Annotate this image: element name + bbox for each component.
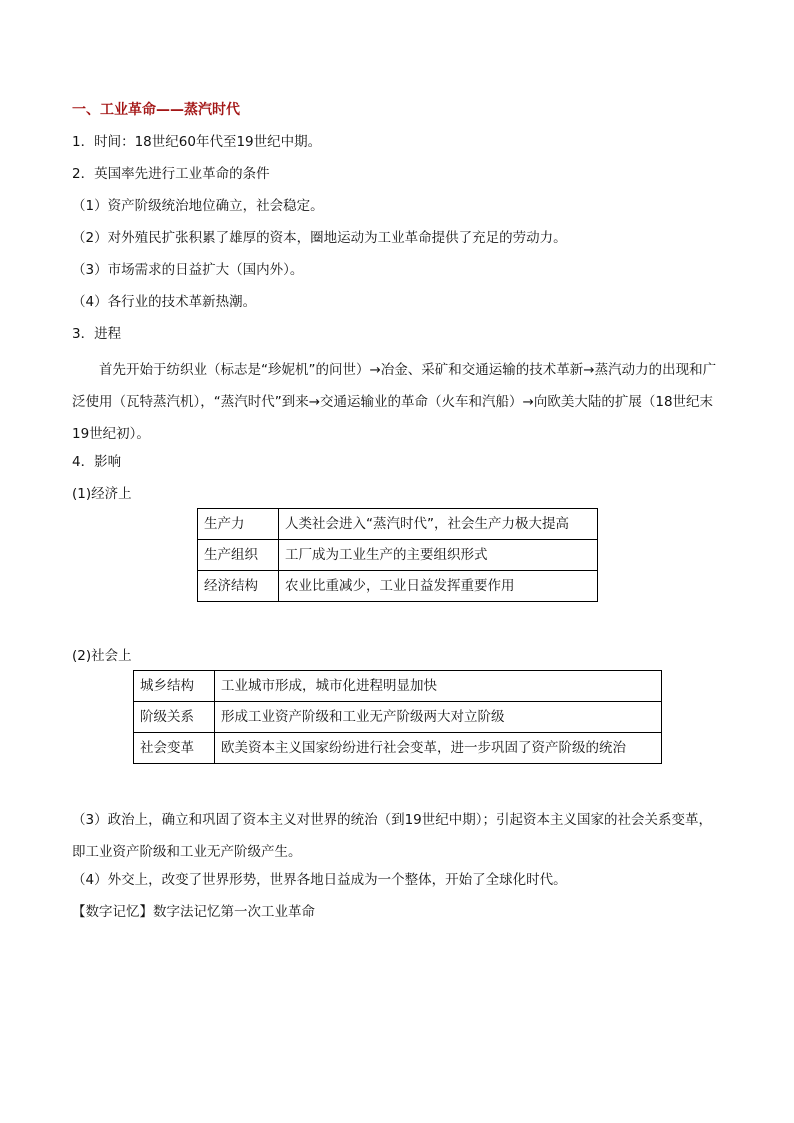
table-row	[198, 509, 598, 540]
condition-item: （4）各行业的技术革新热潮。	[72, 294, 257, 310]
diplomatic-line: （4）外交上，改变了世界形势，世界各地日益成为一个整体，开始了全球化时代。	[72, 872, 567, 888]
social-label: (2)社会上	[72, 648, 132, 664]
memory-line: 【数字记忆】数字法记忆第一次工业革命	[72, 904, 315, 920]
table-cell-value: 形成工业资产阶级和工业无产阶级两大对立阶级	[215, 702, 662, 733]
process-title: 3．进程	[72, 326, 122, 342]
political-paragraph: （3）政治上，确立和巩固了资本主义对世界的统治（到19世纪中期）；引起资本主义国家的社会关系变革，即工业资产阶级和工业无产阶级产生。	[72, 812, 713, 860]
table-row	[134, 671, 662, 702]
table-row	[198, 540, 598, 571]
social-table	[133, 670, 662, 764]
section-heading: 一、工业革命——蒸汽时代	[72, 102, 240, 118]
table-cell-value: 欧美资本主义国家纷纷进行社会变革，进一步巩固了资产阶级的统治	[215, 733, 662, 764]
table-cell-value: 人类社会进入“蒸汽时代”，社会生产力极大提高	[279, 509, 598, 540]
conditions-title: 2．英国率先进行工业革命的条件	[72, 166, 270, 182]
condition-item: （3）市场需求的日益扩大（国内外）。	[72, 262, 304, 278]
economic-table	[197, 508, 598, 602]
table-cell-label: 城乡结构	[134, 671, 215, 702]
impact-title: 4．影响	[72, 454, 122, 470]
table-cell-label: 阶级关系	[134, 702, 215, 733]
economic-label: (1)经济上	[72, 486, 132, 502]
time-line: 1．时间：18世纪60年代至19世纪中期。	[72, 134, 322, 150]
table-row	[134, 702, 662, 733]
table-cell-value: 工厂成为工业生产的主要组织形式	[279, 540, 598, 571]
table-cell-label: 经济结构	[198, 571, 279, 602]
table-cell-value: 工业城市形成，城市化进程明显加快	[215, 671, 662, 702]
table-cell-value: 农业比重减少，工业日益发挥重要作用	[279, 571, 598, 602]
table-row	[198, 571, 598, 602]
process-paragraph: 首先开始于纺织业（标志是“珍妮机”的问世）→冶金、采矿和交通运输的技术革新→蒸汽动力的出现和广泛使用（瓦特蒸汽机），“蒸汽时代”到来→交通运输业的革命（火车和汽船）→向欧美大陆的扩展（18世纪末19世纪初）。	[72, 362, 717, 442]
condition-item: （2）对外殖民扩张积累了雄厚的资本，圈地运动为工业革命提供了充足的劳动力。	[72, 230, 567, 246]
condition-item: （1）资产阶级统治地位确立，社会稳定。	[72, 198, 324, 214]
table-cell-label: 社会变革	[134, 733, 215, 764]
table-cell-label: 生产组织	[198, 540, 279, 571]
table-cell-label: 生产力	[198, 509, 279, 540]
table-row	[134, 733, 662, 764]
